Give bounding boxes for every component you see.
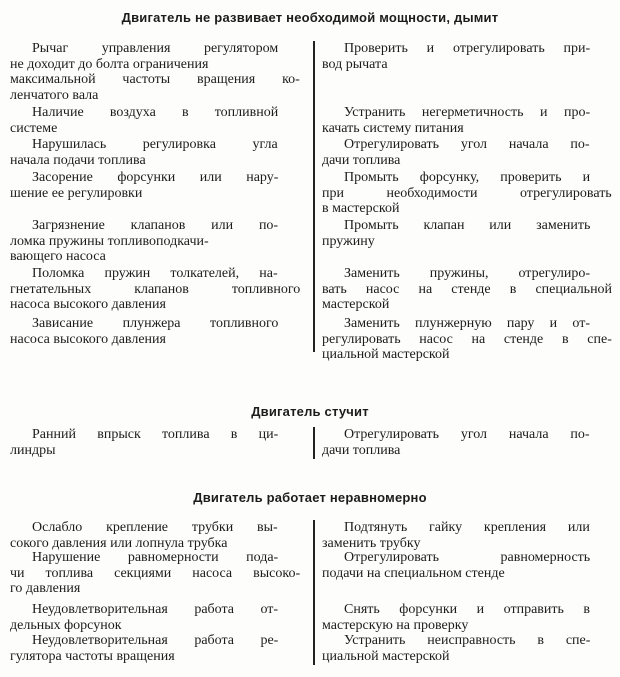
remedy-cell: [322, 520, 612, 551]
cause-line: начала подачи топлива: [10, 152, 146, 168]
cause-line: вающего насоса: [10, 249, 106, 264]
remedy-line: регулировать насос на стенде в спе-: [322, 331, 612, 347]
cause-line: го давления: [10, 581, 81, 596]
cause-cell: [10, 266, 300, 313]
cause-line: сокого давления или лопнула трубка: [10, 535, 228, 551]
cause-line: чи топлива секциями насоса высоко-: [10, 565, 301, 581]
remedy-line: качать систему питания: [322, 120, 464, 136]
section-title: Двигатель стучит: [251, 404, 369, 419]
column-divider: [313, 520, 315, 665]
remedy-line: Устранить негерметичность и про-: [344, 105, 591, 120]
remedy-cell: [322, 41, 612, 72]
remedy-line: заменить трубку: [322, 535, 421, 551]
cause-line: Загрязнение клапанов или по-: [32, 218, 279, 233]
cause-line: гнетательных клапанов топливного: [10, 281, 301, 297]
remedy-line: пружину: [322, 233, 375, 249]
column-divider: [313, 427, 315, 459]
cause-cell: [10, 633, 300, 664]
remedy-line: мастерской: [322, 297, 390, 312]
remedy-line: Промыть форсунку, проверить и: [344, 170, 591, 185]
remedy-line: Заменить плунжерную пару и от-: [344, 316, 591, 331]
remedy-line: циальной мастерской: [322, 347, 450, 362]
cause-cell: [10, 520, 300, 551]
cause-line: линдры: [10, 442, 56, 458]
cause-line: Ослабло крепление трубки вы-: [32, 520, 278, 535]
remedy-cell: [322, 316, 612, 363]
remedy-line: подачи на специальном стенде: [322, 565, 505, 581]
remedy-cell: [322, 427, 612, 458]
cause-line: не доходит до болта ограничения: [10, 56, 209, 72]
remedy-line: Устранить неисправность в спе-: [344, 633, 591, 648]
cause-cell: [10, 316, 300, 347]
cause-line: Нарушилась регулировка угла: [32, 137, 278, 152]
remedy-cell: [322, 170, 612, 217]
remedy-line: Подтянуть гайку крепления или: [344, 520, 590, 535]
fault-table: [0, 41, 620, 362]
remedy-line: циальной мастерской: [322, 648, 450, 664]
cause-line: шение ее регулировки: [10, 185, 143, 201]
cause-line: Ранний впрыск топлива в ци-: [32, 427, 279, 442]
remedy-line: вод рычата: [322, 56, 388, 72]
cause-line: Наличие воздуха в топливной: [32, 105, 279, 120]
section-title: Двигатель работает неравномерно: [193, 490, 427, 505]
cause-cell: [10, 550, 300, 597]
fault-table: [0, 427, 620, 459]
remedy-line: Промыть клапан или заменить: [344, 218, 591, 233]
remedy-line: вать насос на стенде в специальной: [322, 281, 613, 297]
cause-cell: [10, 170, 300, 201]
remedy-cell: [322, 602, 612, 633]
cause-cell: [10, 137, 300, 168]
cause-line: системе: [10, 120, 58, 136]
remedy-line: Снять форсунки и отправить в: [344, 602, 591, 617]
cause-line: Поломка пружин толкателей, на-: [32, 266, 278, 281]
fault-table: [0, 520, 620, 665]
remedy-cell: [322, 137, 612, 168]
cause-line: ленчатого вала: [10, 87, 99, 103]
remedy-line: мастерскую на проверку: [322, 617, 469, 633]
cause-line: Нарушение равномерности пода-: [32, 550, 279, 565]
remedy-cell: [322, 550, 612, 581]
remedy-line: Отрегулировать равномерность: [344, 550, 591, 565]
cause-cell: [10, 218, 300, 265]
remedy-cell: [322, 266, 612, 313]
cause-line: гулятора частоты вращения: [10, 648, 175, 664]
cause-line: Засорение форсунки или нару-: [32, 170, 279, 185]
cause-line: Неудовлетворительная работа от-: [32, 602, 279, 617]
remedy-line: Проверить и отрегулировать при-: [344, 41, 591, 56]
cause-line: ломка пружины топливоподкачи-: [10, 233, 209, 249]
column-divider: [313, 41, 315, 352]
remedy-line: дачи топлива: [322, 152, 401, 168]
remedy-line: при необходимости отрегулировать: [322, 185, 612, 201]
section-title: Двигатель не развивает необходимой мощности, дымит: [121, 10, 499, 25]
cause-cell: [10, 602, 300, 633]
remedy-line: в мастерской: [322, 201, 400, 216]
cause-cell: [10, 41, 300, 103]
remedy-line: Заменить пружины, отрегулиро-: [344, 266, 591, 281]
remedy-line: Отрегулировать угол начала по-: [344, 137, 590, 152]
cause-line: максимальной частоты вращения ко-: [10, 72, 300, 87]
cause-line: Рычаг управления регулятором: [32, 41, 279, 56]
remedy-line: дачи топлива: [322, 442, 401, 458]
cause-cell: [10, 105, 300, 136]
cause-line: насоса высокого давления: [10, 297, 166, 312]
cause-line: дельных форсунок: [10, 617, 122, 633]
cause-line: насоса высокого давления: [10, 331, 166, 347]
remedy-cell: [322, 105, 612, 136]
cause-line: Неудовлетворительная работа ре-: [32, 633, 279, 648]
remedy-cell: [322, 633, 612, 664]
cause-cell: [10, 427, 300, 458]
cause-line: Зависание плунжера топливного: [32, 316, 279, 331]
remedy-line: Отрегулировать угол начала по-: [344, 427, 590, 442]
remedy-cell: [322, 218, 612, 249]
